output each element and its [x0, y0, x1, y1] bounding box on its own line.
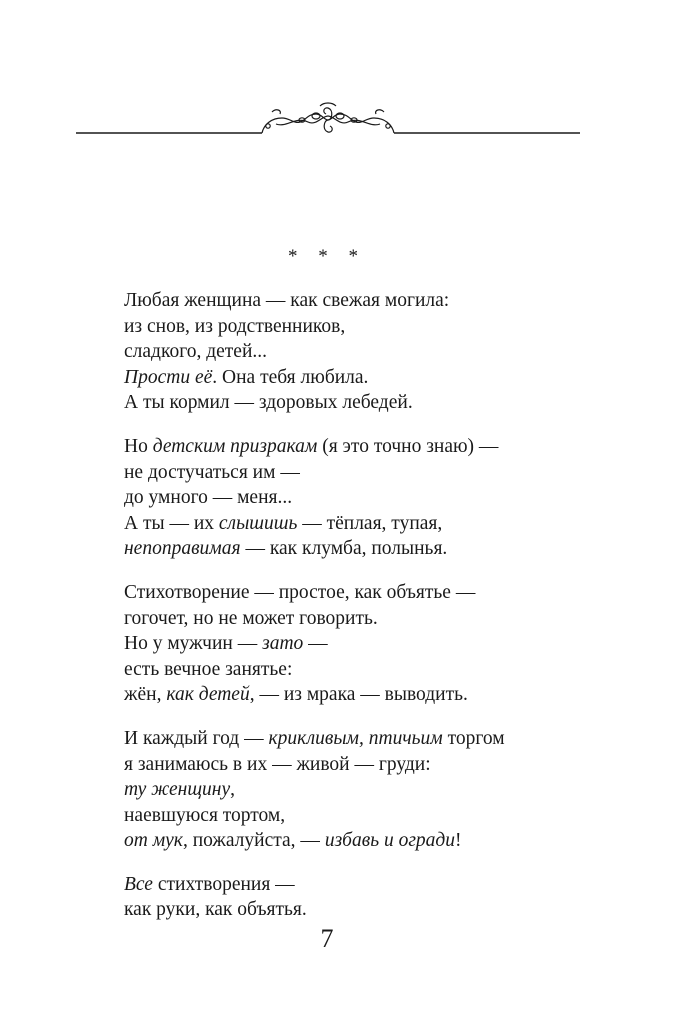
italic-text: ту женщину: [124, 779, 231, 801]
italic-text: Прости её: [124, 366, 213, 388]
italic-text: избавь и огради: [324, 830, 456, 852]
poem-line: [124, 390, 624, 416]
poem-line: [124, 726, 624, 752]
italic-text: как детей: [166, 684, 250, 706]
line-text: не достучаться им —: [124, 461, 300, 483]
poem-line: [124, 485, 624, 511]
flourish-ornament-icon: [76, 96, 580, 140]
line-text: как руки, как объятья.: [124, 899, 307, 921]
page-number: 7: [320, 924, 334, 953]
line-text: Но: [124, 435, 153, 457]
line-text: из снов, из родственников,: [124, 315, 346, 337]
line-text: А ты кормил — здоровых лебедей.: [124, 392, 413, 414]
stanza: [124, 288, 624, 416]
stanza: [124, 580, 624, 708]
poem-line: [124, 288, 624, 314]
italic-text: слышишь: [218, 512, 298, 534]
line-text: Но у мужчин —: [124, 633, 263, 655]
line-text: наевшуюся тортом,: [124, 804, 286, 826]
stanza: [124, 872, 624, 923]
line-text: И каждый год —: [124, 727, 269, 749]
poem-line: [124, 314, 624, 340]
poem-line: [124, 536, 624, 562]
poem-line: [124, 631, 624, 657]
line-text: , пожалуйста, —: [182, 830, 325, 852]
italic-text: детским призракам: [152, 435, 318, 457]
line-text: я занимаюсь в их — живой — груди:: [124, 753, 431, 775]
line-text: , — из мрака — выводить.: [249, 684, 468, 706]
italic-text: зато: [262, 633, 304, 655]
poem-line: [124, 606, 624, 632]
poem-line: [124, 580, 624, 606]
poem-line: [124, 365, 624, 391]
line-text: . Она тебя любила.: [212, 366, 369, 388]
italic-text: Все: [124, 873, 153, 895]
line-text: Стихотворение — простое, как объятье —: [124, 581, 476, 603]
header-ornament: [76, 96, 580, 140]
poem-line: [124, 460, 624, 486]
poem-line: [124, 339, 624, 365]
line-text: есть вечное занятье:: [124, 658, 293, 680]
poem-line: [124, 511, 624, 537]
poem-line: [124, 657, 624, 683]
poem-line: [124, 682, 624, 708]
stanza: [124, 434, 624, 562]
italic-text: непоправимая: [124, 538, 241, 560]
line-text: до умного — меня...: [124, 487, 293, 509]
line-text: торгом: [442, 727, 505, 749]
poem-line: [124, 434, 624, 460]
line-text: сладкого, детей...: [124, 341, 268, 363]
poem-line: [124, 803, 624, 829]
poem-line: [124, 828, 624, 854]
poem-line: [124, 752, 624, 778]
line-text: жён,: [124, 684, 167, 706]
line-text: !: [455, 830, 462, 852]
line-text: — тёплая, тупая,: [297, 512, 443, 534]
stanza: [124, 726, 624, 854]
line-text: гогочет, но не может говорить.: [124, 607, 378, 629]
poem-line: [124, 872, 624, 898]
italic-text: от мук: [124, 830, 183, 852]
line-text: ,: [230, 779, 236, 801]
line-text: — как клумба, полынья.: [240, 538, 448, 560]
poem-body: [124, 288, 624, 941]
line-text: Любая женщина — как свежая могила:: [124, 290, 450, 311]
line-text: стихтворения —: [152, 873, 295, 895]
line-text: А ты — их: [124, 512, 219, 534]
section-separator: * * *: [288, 246, 366, 267]
line-text: (я это точно знаю) —: [317, 435, 499, 457]
poem-line: [124, 777, 624, 803]
line-text: —: [303, 633, 328, 655]
italic-text: крикливым, птичьим: [268, 727, 443, 749]
poem-line: [124, 897, 624, 923]
